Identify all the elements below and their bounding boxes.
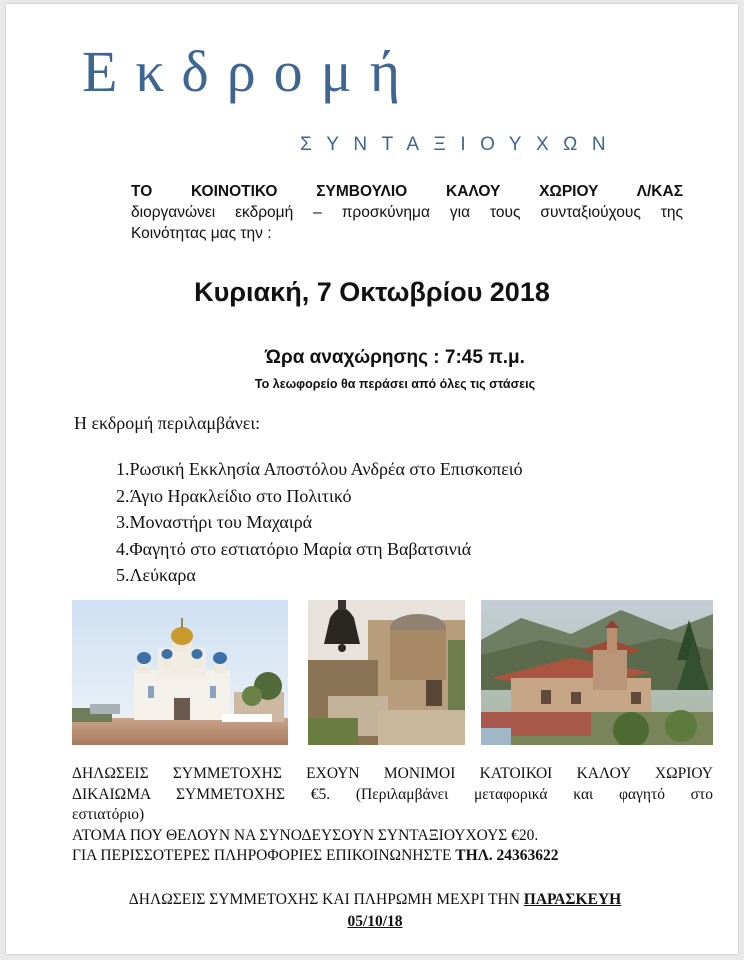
list-item-text: Φαγητό στο εστιατόριο Μαρία στη Βαβατσινιά (129, 538, 472, 559)
russian-church-photo (72, 600, 288, 745)
list-item (116, 562, 523, 589)
intro-organizer: ΤΟ ΚΟΙΝΟΤΙΚΟ ΣΥΜΒΟΥΛΙΟ ΚΑΛΟΥ ΧΩΡΙΟΥ Λ/ΚΑΣ (131, 183, 683, 200)
list-item-number: 1. (116, 459, 130, 479)
fee-text-continued: εστιατόριο) (72, 806, 145, 823)
machairas-monastery-photo (481, 600, 713, 745)
intro-description: διοργανώνει εκδρομή – προσκύνημα για τους συνταξιούχους της (131, 204, 683, 221)
monastery-bell-photo (308, 600, 465, 745)
list-item-number: 2. (116, 485, 130, 506)
list-item-text: Άγιο Ηρακλείδιο στο Πολιτικό (129, 485, 352, 506)
itinerary-list (116, 456, 523, 589)
phone-number: ΤΗΛ. 24363622 (455, 847, 559, 864)
contact-text (72, 846, 713, 867)
fee-text: ΔΙΚΑΙΩΜΑ ΣΥΜΜΕΤΟΧΗΣ €5. (Περιλαμβάνει μεταφορικά και φαγητό στο (72, 785, 713, 803)
list-item-number: 4. (116, 538, 130, 559)
intro-community: Κοινότητας μας την : (131, 225, 272, 242)
deadline-day: ΠΑΡΑΣΚΕΥΗ (523, 891, 622, 908)
includes-label: Η εκδρομή περιλαμβάνει: (74, 413, 261, 433)
list-item-text: Ρωσική Εκκλησία Αποστόλου Ανδρέα στο Επισκοπειό (129, 459, 523, 479)
bus-note: Το λεωφορείο θα περάσει από όλες τις στάσεις (254, 377, 536, 391)
page-title: Εκδρομή (82, 39, 419, 104)
list-item-text: Λεύκαρα (129, 565, 196, 585)
deadline-notice (60, 889, 690, 933)
list-item (116, 456, 523, 483)
companion-fee-text: ΑΤΟΜΑ ΠΟΥ ΘΕΛΟΥΝ ΝΑ ΣΥΝΟΔΕΥΣΟΥΝ ΣΥΝΤΑΞΙΟΥΧΟΥΣ €20. (72, 826, 539, 844)
participation-info (72, 764, 713, 867)
deadline-text: ΔΗΛΩΣΕΙΣ ΣΥΜΜΕΤΟΧΗΣ ΚΑΙ ΠΛΗΡΩΜΗ ΜΕΧΡΙ ΤΗΝ (128, 891, 520, 908)
departure-time: Ώρα αναχώρησης : 7:45 π.μ. (265, 347, 525, 368)
deadline-date: 05/10/18 (347, 913, 403, 930)
list-item-text: Μοναστήρι του Μαχαιρά (129, 512, 313, 532)
event-date: Κυριακή, 7 Οκτωβρίου 2018 (194, 277, 550, 307)
list-item (116, 509, 523, 536)
list-item (116, 483, 523, 510)
list-item-number: 5. (116, 565, 130, 585)
intro-paragraph (131, 181, 683, 244)
list-item-number: 3. (116, 512, 130, 532)
contact-label: ΓΙΑ ΠΕΡΙΣΣΟΤΕΡΕΣ ΠΛΗΡΟΦΟΡΙΕΣ ΕΠΙΚΟΙΝΩΝΗΣΤΕ (72, 847, 452, 864)
eligibility-text: ΔΗΛΩΣΕΙΣ ΣΥΜΜΕΤΟΧΗΣ ΕΧΟΥΝ ΜΟΝΙΜΟΙ ΚΑΤΟΙΚΟΙ ΚΑΛΟΥ ΧΩΡΙΟΥ (72, 765, 713, 782)
page-subtitle: ΣΥΝΤΑΞΙΟΥΧΩΝ (300, 134, 621, 155)
list-item (116, 536, 523, 563)
